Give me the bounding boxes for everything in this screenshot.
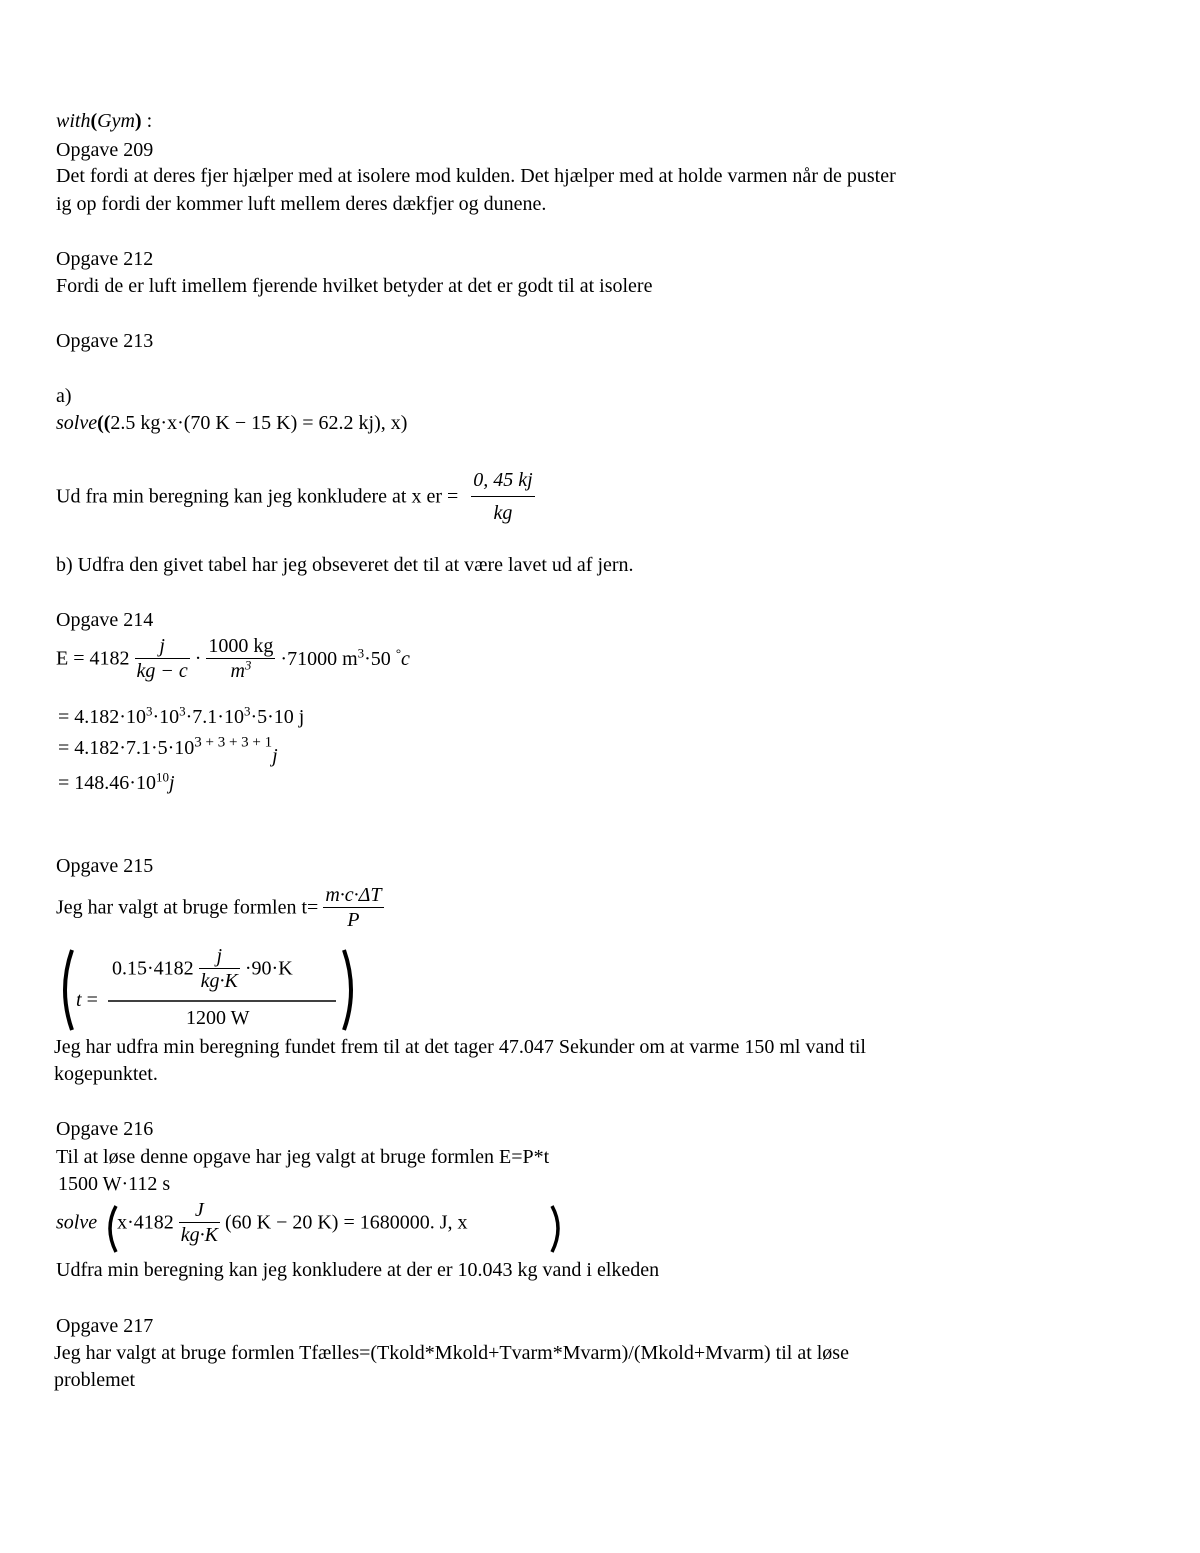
- opgave-213-b-text: b) Udfra den givet tabel har jeg obseveret det til at være lavet ud af jern.: [56, 554, 634, 576]
- opgave-216-title: Opgave 216: [56, 1118, 154, 1140]
- opgave-209-text-line1: Det fordi at deres fjer hjælper med at isolere mod kulden. Det hjælper med at holde varmen når de puster: [56, 165, 896, 187]
- opgave-217-title: Opgave 217: [56, 1315, 154, 1337]
- main-numerator: 0.15·4182 $\frac{j}{kg\cdot K}$ ·90·K: [112, 945, 293, 992]
- conclusion-text: Ud fra min beregning kan jeg konkludere at x er =: [56, 485, 459, 508]
- opgave-214-title: Opgave 214: [56, 609, 154, 631]
- opgave-214-row4: = $148.46\cdot 10^{10}j$: [58, 769, 175, 794]
- specific-heat-fraction: [179, 1200, 220, 1245]
- fraction-numerator: j: [159, 635, 165, 657]
- inner-fraction-numerator: j: [216, 945, 223, 967]
- solve-function: solve: [56, 412, 98, 434]
- formula-denominator: P: [323, 907, 383, 930]
- opgave-215-title: Opgave 215: [56, 855, 154, 877]
- statement-separator: :: [146, 110, 153, 132]
- opgave-209-title: Opgave 209: [56, 139, 154, 161]
- fraction-denominator: $m^3$: [206, 658, 275, 681]
- formula-numerator: m·c·ΔT: [325, 884, 382, 906]
- fraction-numerator: 1000 kg: [208, 635, 274, 657]
- with-gym-command: with(Gym) :: [56, 110, 153, 132]
- gym-package: Gym: [97, 110, 135, 132]
- solve-expression: 2.5 kg·x·(70 K − 15 K) = 62.2 kj), x): [110, 412, 408, 434]
- opgave-213-title: Opgave 213: [56, 330, 154, 352]
- opgave-214-energy-expr: E = 4182 $\frac{j}{kg - c}$ · $\frac{1000 kg}{m^3}$ ·71000 $m^3\cdot 50$ °c: [56, 635, 410, 682]
- fraction-numerator: J: [194, 1199, 204, 1221]
- opgave-209-text-line2: ig op fordi der kommer luft mellem deres dækfjer og dunene.: [56, 193, 547, 215]
- t-equals: t =: [76, 989, 98, 1011]
- inner-fraction-denominator: kg·K: [200, 970, 238, 992]
- opgave-215-conclusion-line2: kogepunktet.: [54, 1063, 158, 1085]
- opgave-216-power-time: 1500 W·112 s: [58, 1173, 171, 1195]
- opgave-217-text-line1: Jeg har valgt at bruge formlen Tfælles=(Tkold*Mkold+Tvarm*Mvarm)/(Mkold+Mvarm) til at løse: [54, 1342, 849, 1364]
- opgave-215-conclusion-line1: Jeg har udfra min beregning fundet frem til at det tager 47.047 Sekunder om at varme 150 ml vand til: [54, 1036, 866, 1058]
- opgave-212-text: Fordi de er luft imellem fjerende hvilket betyder at det er godt til at isolere: [56, 275, 653, 297]
- fraction-denominator: kg·K: [180, 1224, 218, 1246]
- opgave-216-solve-expr: solve x·4182 $\frac{J}{kg\cdot K}$ (60 K − 20 K) = 1680000. J, x: [56, 1199, 468, 1246]
- opgave-214-row2: = $4.182\cdot 10^3\cdot 10^3\cdot 7.1\cdot 10^3\cdot 5\cdot 10$ j: [58, 703, 305, 728]
- opgave-214-row3: = $4.182\cdot 7.1\cdot 5\cdot 10^{3 + 3 + 3 + 1}j$: [58, 734, 278, 767]
- answer-numerator: 0, 45 kj: [473, 469, 533, 491]
- fraction-denominator: kg − c: [136, 660, 188, 682]
- solve-function: solve: [56, 1211, 98, 1234]
- opgave-216-intro: Til at løse denne opgave har jeg valgt at bruge formlen E=P*t: [56, 1146, 550, 1168]
- opgave-213-solve-expr: solve((2.5 kg·x·(70 K − 15 K) = 62.2 kj), x): [56, 412, 408, 434]
- energy-prefix: E = 4182: [56, 647, 130, 670]
- main-denominator: 1200 W: [186, 1007, 250, 1029]
- with-keyword: with: [56, 110, 91, 132]
- opgave-212-title: Opgave 212: [56, 248, 154, 270]
- answer-denominator: kg: [471, 496, 534, 523]
- volume-term: ·71000 m: [280, 647, 358, 670]
- opgave-216-conclusion: Udfra min beregning kan jeg konkludere at der er 10.043 kg vand i elkeden: [56, 1259, 660, 1281]
- opgave-217-text-line2: problemet: [54, 1369, 136, 1391]
- opgave-213-a-label: a): [56, 385, 72, 407]
- opgave-215-formula-intro: Jeg har valgt at bruge formlen t= $\frac{m\cdot c\cdot\Delta T}{P}$: [56, 884, 382, 931]
